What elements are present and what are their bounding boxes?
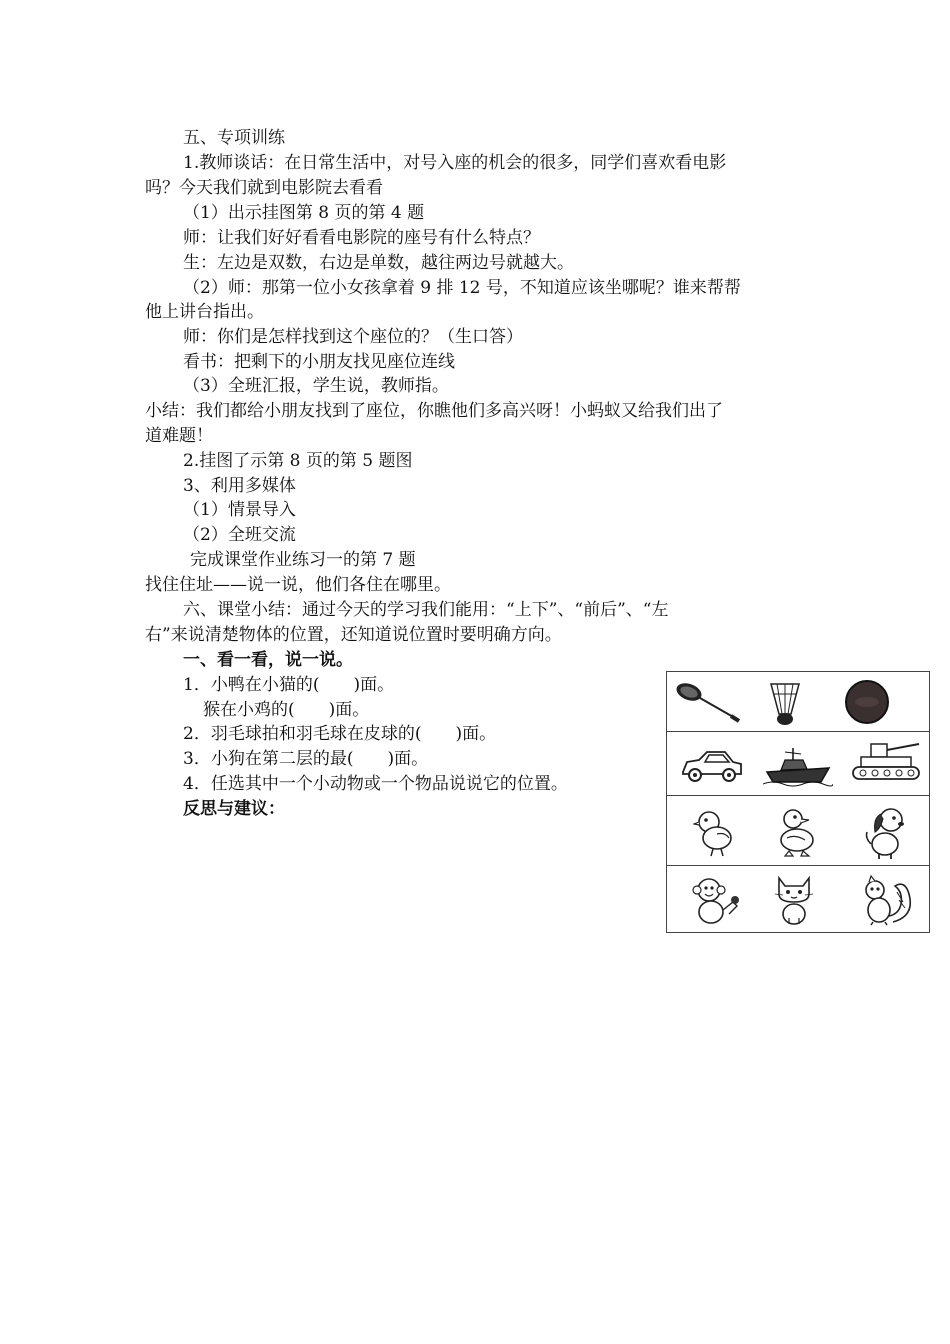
grid-row-3 <box>667 796 929 866</box>
paragraph-line: （2）全班交流 <box>183 525 296 545</box>
paragraph-line: 小结：我们都给小朋友找到了座位，你瞧他们多高兴呀！小蚂蚁又给我们出了 <box>145 401 723 421</box>
paragraph-line: 吗？今天我们就到电影院去看看 <box>145 178 383 198</box>
tank-icon <box>847 738 927 788</box>
monkey-icon <box>689 874 745 926</box>
paragraph-line: 道难题！ <box>145 426 213 446</box>
paragraph-line: 右”来说清楚物体的位置，还知道说位置时要明确方向。 <box>145 625 562 645</box>
question-1b: 猴在小鸡的( )面。 <box>203 700 370 720</box>
paragraph-line: 师：让我们好好看看电影院的座号有什么特点？ <box>183 228 540 248</box>
badminton-racket-icon <box>673 680 743 726</box>
car-icon <box>679 746 745 786</box>
paragraph-line: （1）情景导入 <box>183 500 296 520</box>
question-1: 1．小鸭在小猫的( )面。 <box>183 675 395 695</box>
paragraph-line: 3、利用多媒体 <box>183 476 296 496</box>
paragraph-line: 六、课堂小结：通过今天的学习我们能用：“上下”、“前后”、“左 <box>183 600 669 620</box>
paragraph-line: 完成课堂作业练习一的第 7 题 <box>190 550 416 570</box>
paragraph-line: 1.教师谈话：在日常生活中，对号入座的机会的很多，同学们喜欢看电影 <box>183 153 727 173</box>
paragraph-line: 师：你们是怎样找到这个座位的？（生口答） <box>183 327 523 347</box>
section-heading-training: 五、专项训练 <box>183 128 285 148</box>
cat-icon <box>771 872 817 926</box>
position-picture-grid <box>666 671 930 933</box>
paragraph-line: 生：左边是双数，右边是单数，越往两边号就越大。 <box>183 253 574 273</box>
grid-row-2 <box>667 732 929 796</box>
ball-icon <box>843 678 891 726</box>
paragraph-line: （1）出示挂图第 8 页的第 4 题 <box>183 203 425 223</box>
question-2: 2．羽毛球拍和羽毛球在皮球的( )面。 <box>183 724 497 744</box>
paragraph-line: 2.挂图了示第 8 页的第 5 题图 <box>183 451 413 471</box>
paragraph-line: （2）师：那第一位小女孩拿着 9 排 12 号，不知道应该坐哪呢？谁来帮帮 <box>183 278 741 298</box>
question-3: 3．小狗在第二层的最( )面。 <box>183 749 429 769</box>
paragraph-line: 他上讲台指出。 <box>145 302 264 322</box>
paragraph-line: （3）全班汇报，学生说，教师指。 <box>183 376 449 396</box>
chick-icon <box>693 806 737 858</box>
shuttlecock-icon <box>765 678 805 728</box>
exercise-heading: 一、看一看，说一说。 <box>183 650 353 670</box>
dog-icon <box>861 804 911 860</box>
paragraph-line: 看书：把剩下的小朋友找见座位连线 <box>183 352 455 372</box>
grid-row-1 <box>667 672 929 732</box>
question-4: 4．任选其中一个小动物或一个物品说说它的位置。 <box>183 774 568 794</box>
grid-row-4 <box>667 866 929 932</box>
reflection-heading: 反思与建议： <box>183 799 285 819</box>
squirrel-icon <box>859 872 915 926</box>
duck-icon <box>775 806 821 858</box>
paragraph-line: 找住住址——说一说，他们各住在哪里。 <box>145 575 451 595</box>
ship-icon <box>763 742 833 788</box>
